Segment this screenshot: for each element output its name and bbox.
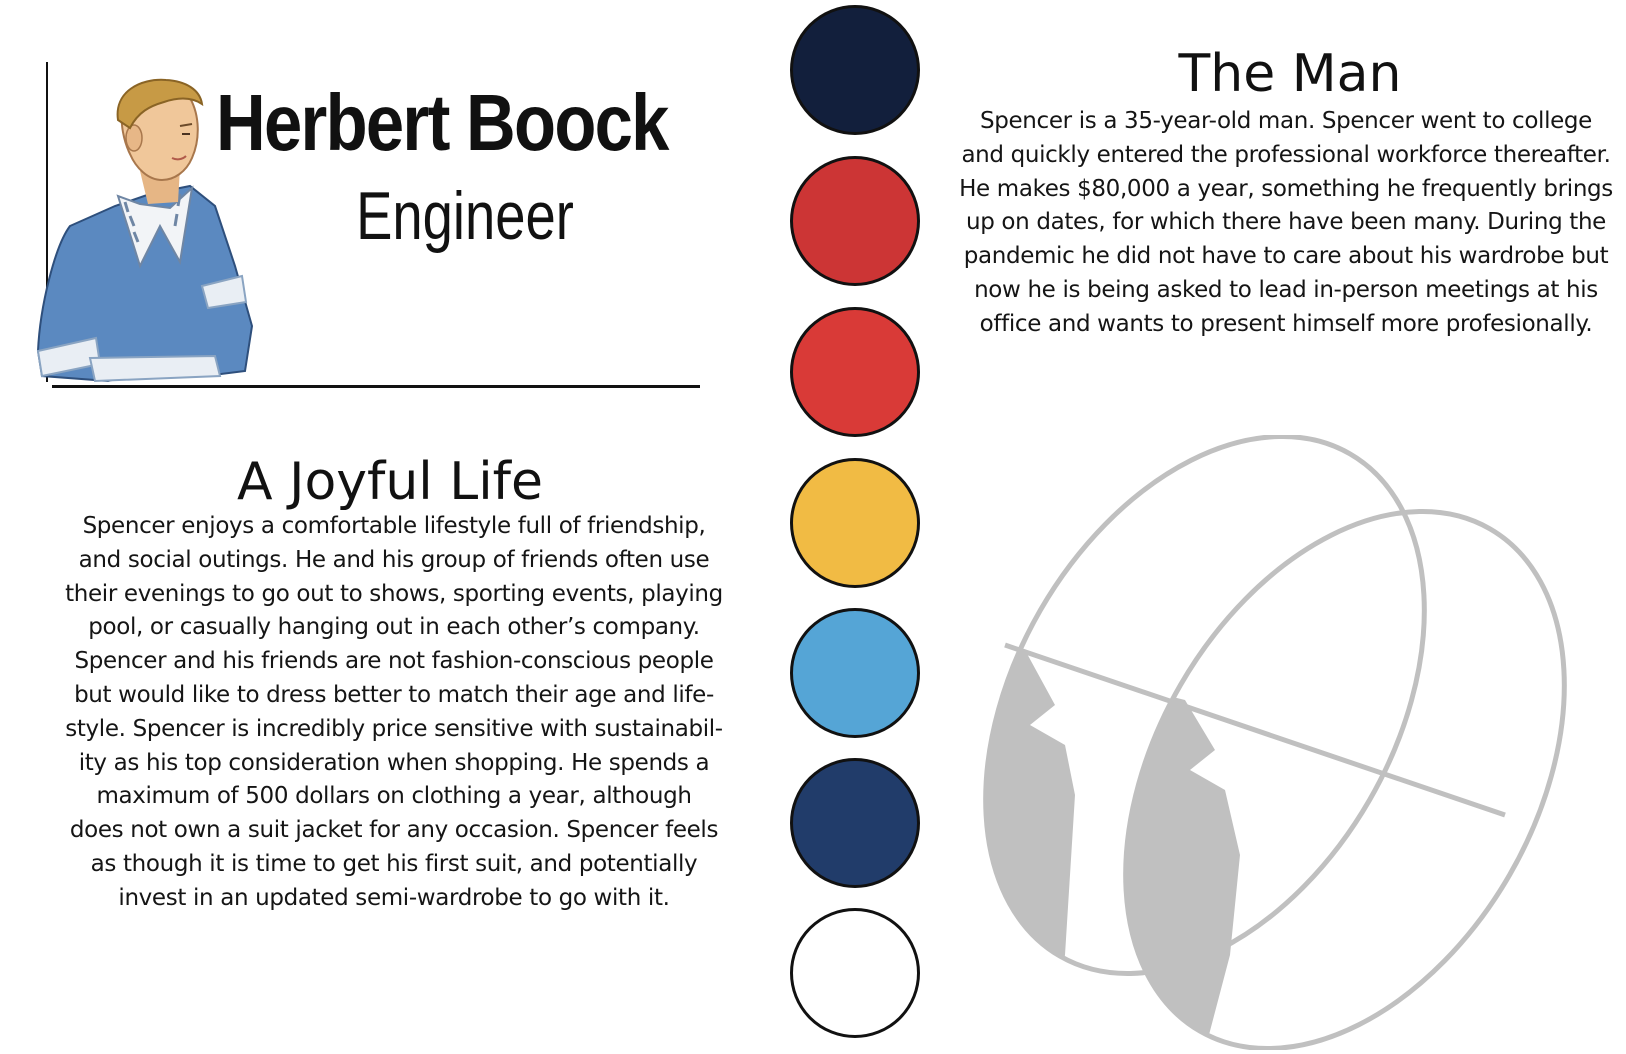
swatch-yellow bbox=[790, 458, 920, 588]
swatch-red-bright bbox=[790, 307, 920, 437]
life-line: maximum of 500 dollars on clothing a year, although bbox=[96, 783, 692, 810]
two-egg-outline-graphic bbox=[975, 435, 1615, 1050]
life-section-body bbox=[58, 510, 730, 916]
life-line: Spencer and his friends are not fashion-conscious people bbox=[74, 648, 714, 675]
life-line: does not own a suit jacket for any occasion. Spencer feels bbox=[69, 817, 719, 844]
man-section-title: The Man bbox=[1178, 44, 1402, 104]
egg-shapes bbox=[975, 435, 1615, 1050]
persona-role: Engineer bbox=[356, 178, 574, 254]
life-section-title: A Joyful Life bbox=[237, 452, 543, 512]
swatch-dark-blue bbox=[790, 758, 920, 888]
man-line: He makes $80,000 a year, something he frequently brings bbox=[959, 175, 1613, 202]
man-line: and quickly entered the professional workforce thereafter. bbox=[961, 141, 1611, 168]
man-line: now he is being asked to lead in-person meetings at his bbox=[974, 276, 1598, 303]
man-section-body bbox=[950, 105, 1622, 342]
life-line: ity as his top consideration when shopping. He spends a bbox=[78, 749, 710, 776]
life-line: as though it is time to get his first suit, and potentially bbox=[90, 850, 698, 877]
life-line: style. Spencer is incredibly price sensitive with sustainabil- bbox=[65, 715, 723, 742]
swatch-sky-blue bbox=[790, 608, 920, 738]
man-line: office and wants to present himself more profesionally. bbox=[979, 310, 1593, 337]
life-line: and social outings. He and his group of friends often use bbox=[78, 546, 710, 573]
man-line: Spencer is a 35-year-old man. Spencer went to college bbox=[980, 108, 1592, 134]
persona-name: Herbert Boock bbox=[216, 78, 668, 167]
swatch-white bbox=[790, 908, 920, 1038]
swatch-navy bbox=[790, 5, 920, 135]
life-line: their evenings to go out to shows, sporting events, playing bbox=[65, 580, 723, 607]
life-line: invest in an updated semi-wardrobe to go with it. bbox=[118, 884, 670, 911]
swatch-red bbox=[790, 156, 920, 286]
life-line: pool, or casually hanging out in each other’s company. bbox=[88, 614, 700, 641]
life-line: but would like to dress better to match their age and life- bbox=[74, 681, 714, 708]
man-line: up on dates, for which there have been many. During the bbox=[965, 209, 1606, 236]
life-line: Spencer enjoys a comfortable lifestyle full of friendship, bbox=[82, 513, 706, 539]
man-line: pandemic he did not have to care about his wardrobe but bbox=[963, 243, 1609, 270]
